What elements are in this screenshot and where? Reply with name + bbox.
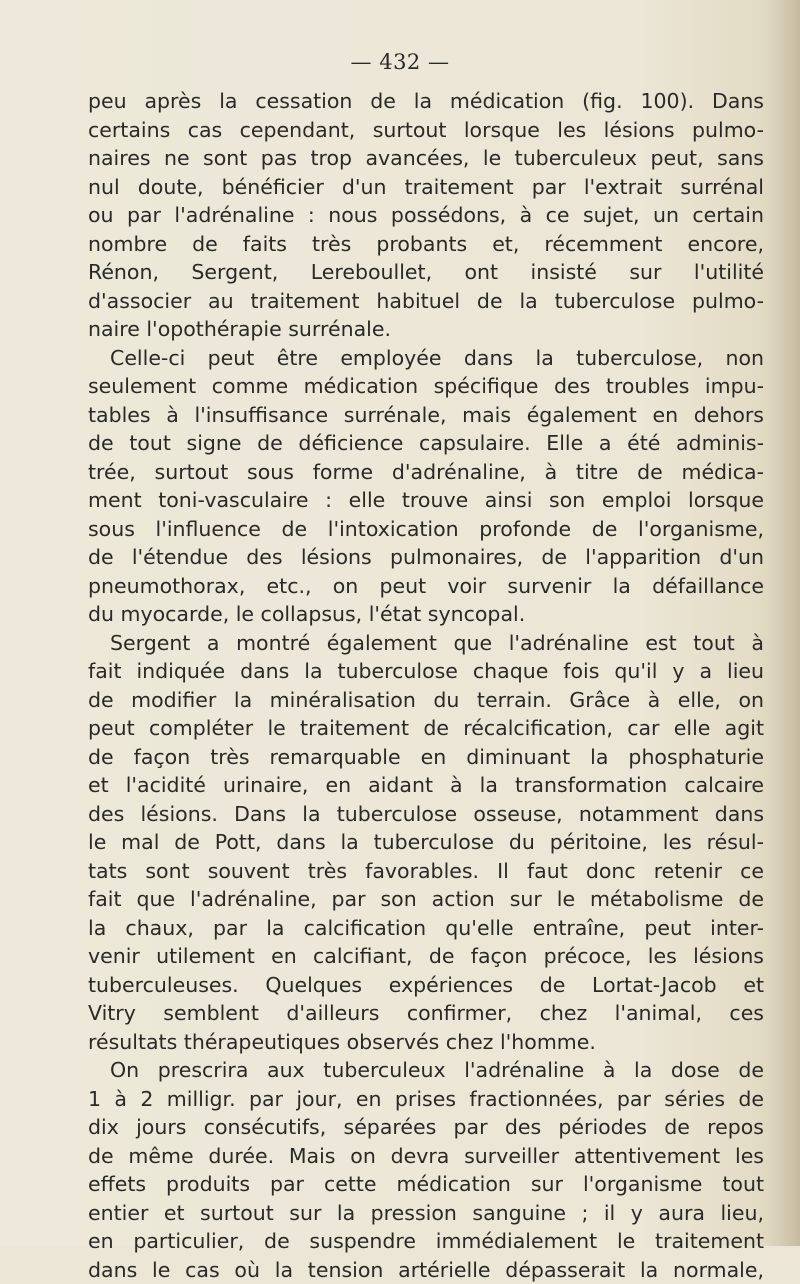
text-line: dans le cas où la tension artérielle dépasserait la normale, [88,1256,764,1284]
text-line: de modifier la minéralisation du terrain. Grâce à elle, on [88,686,764,715]
text-line: dix jours consécutifs, séparées par des périodes de repos [88,1113,764,1142]
text-line: ment toni-vasculaire : elle trouve ainsi son emploi lorsque [88,486,764,515]
page-edge-shadow [766,0,800,1246]
text-line: nul doute, bénéficier d'un traitement par l'extrait surrénal [88,173,764,202]
text-line: de même durée. Mais on devra surveiller attentivement les [88,1142,764,1171]
text-line: en particulier, de suspendre immédialement le traitement [88,1227,764,1256]
text-line: fait indiquée dans la tuberculose chaque fois qu'il y a lieu [88,657,764,686]
text-line: tuberculeuses. Quelques expériences de Lortat-Jacob et [88,971,764,1000]
text-line: seulement comme médication spécifique des troubles impu- [88,372,764,401]
text-line: tables à l'insuffisance surrénale, mais également en dehors [88,401,764,430]
text-line: venir utilement en calcifiant, de façon précoce, les lésions [88,942,764,971]
text-line: entier et surtout sur la pression sanguine ; il y aura lieu, [88,1199,764,1228]
text-line: de façon très remarquable en diminuant la phosphaturie [88,743,764,772]
text-line: trée, surtout sous forme d'adrénaline, à titre de médica- [88,458,764,487]
text-line: le mal de Pott, dans la tuberculose du péritoine, les résul- [88,828,764,857]
text-line: de l'étendue des lésions pulmonaires, de l'apparition d'un [88,543,764,572]
text-line: nombre de faits très probants et, récemment encore, [88,230,764,259]
text-line: résultats thérapeutiques observés chez l'homme. [88,1028,764,1057]
text-line: la chaux, par la calcification qu'elle entraîne, peut inter- [88,914,764,943]
text-line: et l'acidité urinaire, en aidant à la transformation calcaire [88,771,764,800]
text-line: peut compléter le traitement de récalcification, car elle agit [88,714,764,743]
text-line: peu après la cessation de la médication (fig. 100). Dans [88,87,764,116]
text-line: d'associer au traitement habituel de la tuberculose pulmo- [88,287,764,316]
text-line: tats sont souvent très favorables. Il faut donc retenir ce [88,857,764,886]
text-line: naire l'opothérapie surrénale. [88,315,764,344]
text-line: ou par l'adrénaline : nous possédons, à ce sujet, un certain [88,201,764,230]
text-line: 1 à 2 milligr. par jour, en prises fractionnées, par séries de [88,1085,764,1114]
page-number: — 432 — [0,50,800,74]
text-line: Sergent a montré également que l'adrénaline est tout à [88,629,764,658]
text-line: Celle-ci peut être employée dans la tuberculose, non [88,344,764,373]
text-line: des lésions. Dans la tuberculose osseuse, notamment dans [88,800,764,829]
text-line: du myocarde, le collapsus, l'état syncopal. [88,600,764,629]
body-text [88,87,764,1284]
text-line: de tout signe de déficience capsulaire. Elle a été adminis- [88,429,764,458]
text-line: On prescrira aux tuberculeux l'adrénaline à la dose de [88,1056,764,1085]
text-line: naires ne sont pas trop avancées, le tuberculeux peut, sans [88,144,764,173]
text-line: effets produits par cette médication sur l'organisme tout [88,1170,764,1199]
text-line: Vitry semblent d'ailleurs confirmer, chez l'animal, ces [88,999,764,1028]
text-line: fait que l'adrénaline, par son action sur le métabolisme de [88,885,764,914]
text-line: pneumothorax, etc., on peut voir survenir la défaillance [88,572,764,601]
text-line: sous l'influence de l'intoxication profonde de l'organisme, [88,515,764,544]
text-line: certains cas cependant, surtout lorsque les lésions pulmo- [88,116,764,145]
text-line: Rénon, Sergent, Lereboullet, ont insisté sur l'utilité [88,258,764,287]
